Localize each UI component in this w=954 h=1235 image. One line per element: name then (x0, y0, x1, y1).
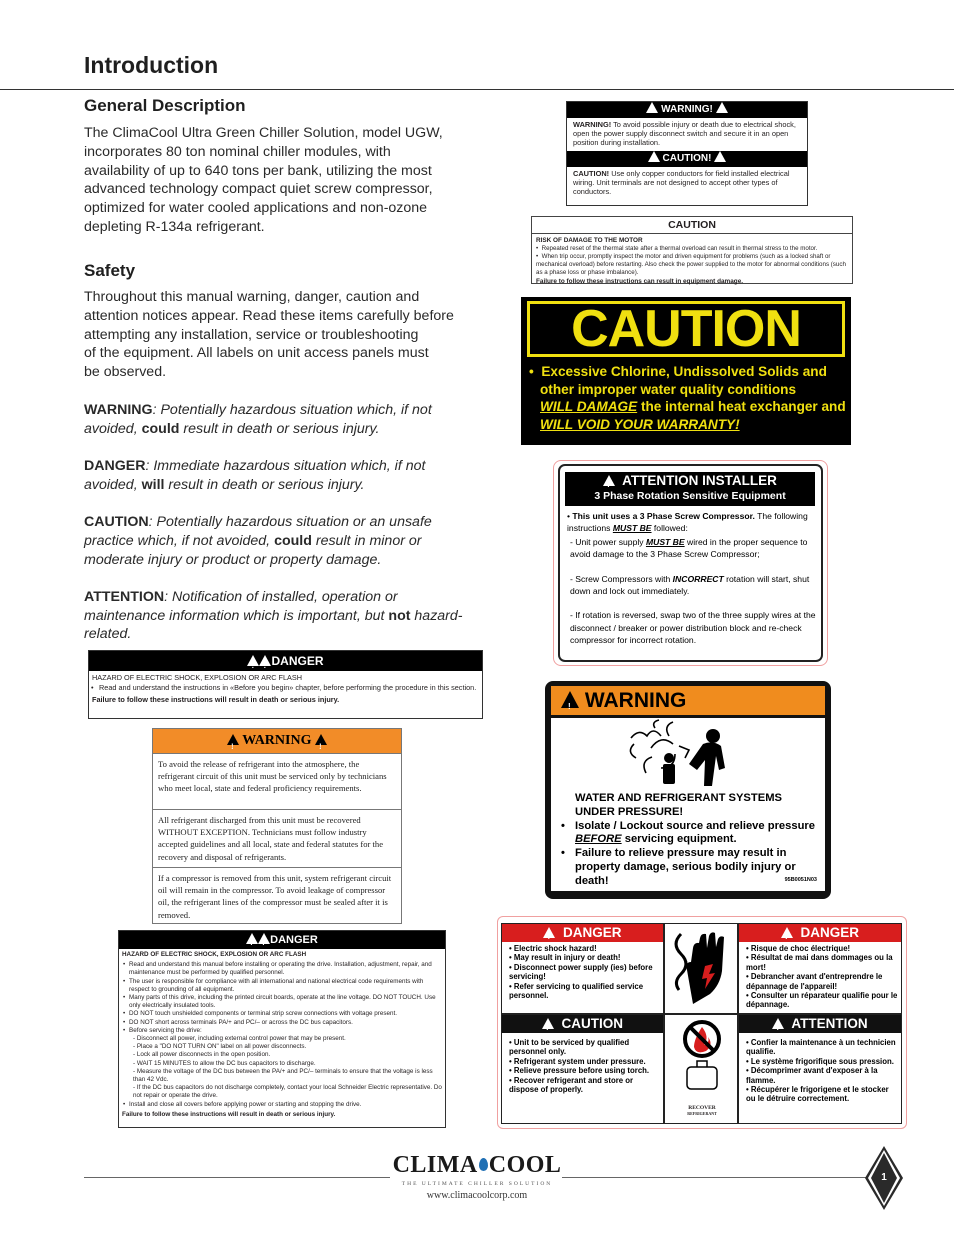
text-line: attention notices appear. Read these items carefully before (84, 307, 454, 324)
definition-danger: DANGER: Immediate hazardous situation which, if not avoided, will result in death or serious injury. (84, 458, 426, 493)
caution-english-panel: ! CAUTION • Unit to be serviced by qualified personnel only. • Refrigerant system under pressure. • Relieve pressure before using torch. • Recover refrigerant and store or dispose of properly. (501, 1014, 664, 1124)
warning-header: ! WARNING ! (153, 729, 401, 753)
motor-risk: RISK OF DAMAGE TO THE MOTOR (536, 237, 643, 244)
motor-caution-label (531, 216, 853, 284)
danger-bar: !!DANGER (119, 931, 445, 949)
climacool-logo: CLIMA COOL THE ULTIMATE CHILLER SOLUTION (392, 1152, 562, 1187)
warning-triangle-icon (259, 655, 271, 666)
warning-triangle-icon (648, 151, 660, 162)
water-quality-caution-label (521, 297, 851, 445)
recover-refrigerant-text: RECOVER REFRIGERANT (687, 1105, 717, 1116)
warning-header: ! WARNING (551, 686, 825, 715)
warning-triangle-icon (772, 1018, 784, 1029)
page-number: 1 (881, 1172, 887, 1183)
signal-word-definitions (84, 401, 464, 663)
attention-french-panel: ! ATTENTION • Confier la maintenance à un technicien qualifie. • Le système frigorifique sous pression. • Décomprimer avant d'exposer à la flamme. • Récupérer le frigorigene et le stocker ou le détruire correctement. (738, 1014, 902, 1124)
caution-bar: ! CAUTION! ! (567, 151, 807, 167)
warning-triangle-icon (542, 1018, 554, 1029)
footer-rule-left (84, 1177, 390, 1178)
caution-text: CAUTION! Use only copper conductors for field installed electrical wiring. Unit terminals are not designed to accept other types of conductors. (573, 169, 790, 196)
website-url: www.climacoolcorp.com (426, 1190, 528, 1201)
text-line: advanced technology compact quiet screw compressor, (84, 181, 433, 198)
warning-triangle-icon (246, 933, 258, 944)
danger-english-panel: ! DANGER • Electric shock hazard! • May result in injury or death! • Disconnect power supply (ies) before servicing! • Refer servicing to qualified service personnel. (501, 923, 664, 1014)
danger-french-panel: ! DANGER • Risque de choc électrique! • Résultat de mai dans dommages ou la mort! • Debrancher avant d'entreprendre le dépannage de l'appareil! • Consulter un réparateur qualifie pour le dépannage. (738, 923, 902, 1014)
electrical-warning-label (566, 101, 808, 206)
general-description-heading: General Description (84, 96, 246, 115)
warning-triangle-icon (603, 475, 615, 486)
hazard-title: HAZARD OF ELECTRIC SHOCK, EXPLOSION OR ARC FLASH (92, 673, 303, 682)
arc-flash-danger-label (88, 650, 483, 719)
warning-triangle-icon (714, 151, 726, 162)
danger-footer: Failure to follow these instructions will result in death or serious injury. (122, 1110, 336, 1118)
pressure-warning-label (545, 681, 831, 899)
text-line: attempting any installation, service or troubleshooting (84, 326, 419, 343)
text-line: The ClimaCool Ultra Green Chiller Solution, model UGW, (84, 125, 443, 141)
drive-danger-list: • Read and understand this manual before installing or operating the drive. Installation, adjustment, repair, and maintenance must be performed by qualified personnel. • The user is responsible for compliance with all international and national electrical code requirements with respect to grounding of all equipment. • Many parts of this drive, including the printed circuit boards, operate at the line voltage. DO NOT TOUCH. Use only electrically insulated tools. • DO NOT touch unshielded components or terminal strip screw connections with voltage present. • DO NOT short across terminals PA/+ and PC/– or across the DC bus capacitors. • Before servicing the drive: - Disconnect all power, including external control power that may be present. - Place a "DO NOT TURN ON" label on all power disconnects. - Lock all power disconnects in the open position. - WAIT 15 MINUTES to allow the DC bus capacitors to discharge. - Measure the voltage of the DC bus between the PA/+ and PC/– terminals to ensure that the voltage is less than 42 Vdc. - If the DC bus capacitors do not discharge completely, contact your local Schneider Electric representative. Do not repair or operate the drive. • Install and close all covers before applying power or starting and stopping the drive. (123, 961, 442, 1108)
footer-rule-right (562, 1177, 866, 1178)
text-line: be observed. (84, 364, 167, 381)
refrigerant-paragraph: To avoid the release of refrigerant into the atmosphere, the refrigerant circuit of this unit must be serviced only by technicians who meet local, state and federal proficiency requirements. (153, 753, 401, 809)
warning-triangle-icon (315, 734, 327, 745)
refrigerant-warning-label (152, 728, 402, 924)
warning-triangle-icon (646, 102, 658, 113)
electric-hand-pictogram (664, 923, 738, 1014)
motor-footer: Failure to follow these instructions can result in equipment damage. (536, 278, 744, 285)
caution-word: CAUTION (527, 301, 845, 357)
safety-heading: Safety (84, 261, 136, 280)
drop-icon (479, 1158, 488, 1171)
text-line: availability of up to 640 tons per bank, utilizing the most (84, 162, 432, 179)
pressure-burst-pictogram (551, 718, 825, 790)
label-code: 95B0051N03 (784, 877, 817, 884)
attention-body: • This unit uses a 3 Phase Screw Compressor. The following instructions MUST BE followed: - Unit power supply MUST BE wired in the proper sequence to avoid damage to the 3 Phase Screw Compressor; - Screw Compressors with INCORRECT rotation will start, shut down and lock out immediately. - If rotation is reversed, swap two of the three supply wires at the disconnect / breaker or power distribution block and re-check compressor for incorrect rotation. (567, 511, 816, 646)
warning-triangle-icon (543, 927, 555, 938)
general-description-text (84, 124, 484, 237)
definition-caution: CAUTION: Potentially hazardous situation or an unsafe practice which, if not avoided, could result in minor or moderate injury or product or property damage. (84, 514, 432, 568)
warning-triangle-icon (258, 933, 270, 944)
attention-header: ! ATTENTION INSTALLER 3 Phase Rotation Sensitive Equipment (565, 472, 815, 506)
header-rule (0, 89, 954, 90)
bilingual-service-label (497, 916, 907, 1129)
definition-attention: ATTENTION: Notification of installed, operation or maintenance information which is important, but not hazard-related. (84, 589, 463, 643)
definition-warning: WARNING: Potentially hazardous situation which, if not avoided, could result in death or serious injury. (84, 402, 432, 437)
hazard-title: HAZARD OF ELECTRIC SHOCK, EXPLOSION OR ARC FLASH (122, 951, 307, 958)
hazard-item: • Read and understand the instructions in «Before you begin» chapter, before performing the procedure in this section. (91, 683, 477, 692)
refrigerant-paragraph: If a compressor is removed from this unit, system refrigerant circuit oil will remain in the compressor. To avoid leakage of compressor oil, the refrigerant lines of the compressor must be sealed after it is removed. (153, 867, 401, 923)
warning-text: WARNING! To avoid possible injury or death due to electrical shock, open the power supply disconnect switch and secure it in an open position during installation. (573, 120, 796, 147)
warning-triangle-icon (561, 691, 579, 708)
warning-triangle-icon (781, 927, 793, 938)
text-line: of the equipment. All labels on unit access panels must (84, 345, 429, 362)
drive-danger-label (118, 930, 446, 1128)
list-item: • When trip occur, promptly inspect the motor and driven equipment for problems (such as a locked shaft or mechanical overload) before restarting. Also check the power supplied to the motor for abnormal conditions (such as a phase loss or phase imbalance). (536, 253, 846, 276)
text-line: depleting R-134a refrigerant. (84, 218, 265, 235)
motor-risk-list (532, 245, 852, 277)
list-item: • Repeated reset of the thermal state after a thermal overload can result in thermal stress to the motor. (536, 245, 818, 252)
warning-bar: ! WARNING! ! (567, 102, 807, 118)
danger-footer: Failure to follow these instructions will result in death or serious injury. (92, 695, 340, 704)
text-line: optimized for water cooled applications and non-ozone (84, 200, 428, 217)
text-line: Throughout this manual warning, danger, caution and (84, 289, 420, 305)
danger-bar: !!DANGER (89, 651, 482, 671)
water-quality-message: • Excessive Chlorine, Undissolved Solids and other improper water quality conditions WILL DAMAGE the internal heat exchanger and WILL VOID YOUR WARRANTY! (529, 364, 846, 432)
pressure-warning-text: WATER AND REFRIGERANT SYSTEMS UNDER PRESSURE! • Isolate / Lockout source and relieve pressure BEFORE servicing equipment. • Failure to relieve pressure may result in property damage, serious bodily injury or death! 95B0051N03 (551, 789, 825, 891)
page-number-badge (864, 1145, 904, 1211)
text-line: incorporates 80 ton nominal chiller modules, with (84, 143, 391, 160)
warning-triangle-icon (716, 102, 728, 113)
warning-triangle-icon (247, 655, 259, 666)
safety-text (84, 288, 484, 382)
attention-installer-label (553, 460, 828, 666)
refrigerant-paragraph: All refrigerant discharged from this unit must be recovered WITHOUT EXCEPTION. Technicians must follow industry accepted guidelines and all local, state and federal statutes for the recovery and disposal of refrigerants. (153, 809, 401, 867)
page-title: Introduction (84, 52, 219, 78)
label-frame (558, 464, 823, 662)
caution-title: CAUTION (532, 217, 852, 234)
no-flame-recover-pictogram (664, 1014, 738, 1124)
warning-triangle-icon (227, 734, 239, 745)
